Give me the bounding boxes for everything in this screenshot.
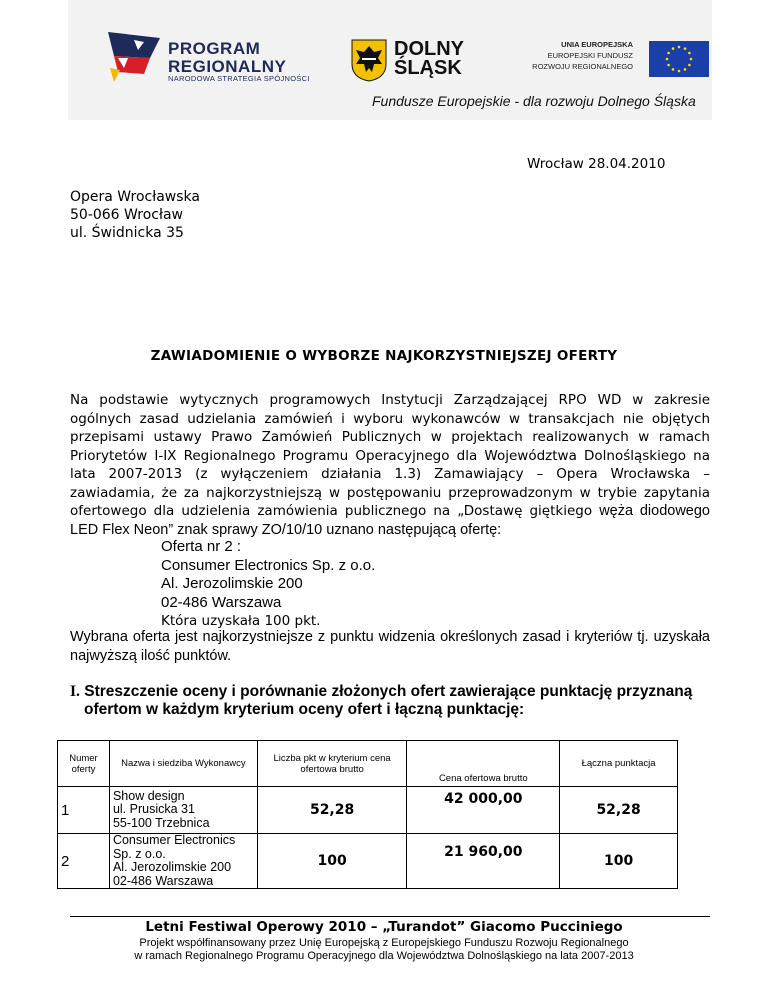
eu-flag-icon: [649, 41, 709, 77]
section-heading-line2: ofertom w każdym kryterium oceny ofert i łączną punktację:: [84, 701, 525, 718]
offer-street: Al. Jerozolimskie 200: [161, 575, 303, 592]
table-row: [58, 834, 678, 889]
footer-note: Projekt współfinansowany przez Unię Europejską z Europejskiego Funduszu Rozwoju Regionalnego w ramach Regionalnego Programu Operacyjnego dla Województwa Dolnośląskiego na lata 2007-2013: [134, 937, 634, 962]
row-number: 2: [58, 834, 110, 889]
program-logo-title: PROGRAM REGIONALNY: [168, 39, 287, 76]
section-heading: [70, 683, 710, 719]
offer-company: Consumer Electronics Sp. z o.o.: [161, 556, 376, 574]
row-name: Consumer Electronics Sp. z o.o. Al. Jerozolimskie 200 02-486 Warszawa: [109, 834, 257, 889]
offer-city: 02-486 Warszawa: [161, 593, 282, 611]
eagle-crest-icon: [350, 38, 388, 82]
col-header-number: Numer oferty: [58, 741, 110, 787]
row-number: 1: [58, 787, 110, 834]
evaluation-table: [57, 740, 678, 889]
eu-logo: [523, 39, 713, 75]
col-header-points: Liczba pkt w kryterium cena ofertowa brutto: [257, 741, 407, 787]
addressee-line: Opera Wrocławska: [70, 189, 200, 205]
table-header-row: [58, 741, 678, 787]
offer-number: Oferta nr 2 :: [161, 538, 242, 555]
col-header-price: Cena ofertowa brutto: [407, 741, 560, 787]
winning-offer: [161, 538, 375, 631]
table-row: [58, 787, 678, 834]
addressee-line: ul. Świdnicka 35: [70, 225, 184, 241]
eu-logo-text: UNIA EUROPEJSKA EUROPEJSKI FUNDUSZ ROZWOJU REGIONALNEGO: [532, 40, 633, 71]
row-points: 52,28: [257, 787, 407, 834]
footer-divider: [70, 916, 710, 917]
row-points: 100: [257, 834, 407, 889]
row-name: Show design ul. Prusicka 31 55-100 Trzebnica: [109, 787, 257, 834]
selection-justification: Wybrana oferta jest najkorzystniejsze z punktu widzenia określonych zasad i kryteriów tj. uzyskała najwyższą ilość punktów.: [70, 629, 710, 664]
header-banner: [68, 0, 712, 120]
dolny-slask-text: DOLNY ŚLĄSK: [394, 38, 464, 79]
row-price: 21 960,00: [407, 834, 560, 889]
document-title: ZAWIADOMIENIE O WYBORZE NAJKORZYSTNIEJSZEJ OFERTY: [150, 348, 618, 364]
col-header-total: Łączna punktacja: [560, 741, 678, 787]
banner-tagline: Fundusze Europejskie - dla rozwoju Dolnego Śląska: [372, 93, 696, 109]
notice-body-part2: węża diodowego LED Flex Neon” znak sprawy ZO/10/10 uznano następującą ofertę:: [70, 503, 710, 538]
dolny-slask-logo: [350, 38, 500, 82]
row-total: 52,28: [560, 787, 678, 834]
addressee-line: 50-066 Wrocław: [70, 207, 183, 223]
row-total: 100: [560, 834, 678, 889]
footer-title: Letni Festiwal Operowy 2010 – „Turandot” Giacomo Pucciniego: [145, 919, 623, 935]
addressee-block: [70, 188, 200, 242]
notice-body-part1: Na podstawie wytycznych programowych Instytucji Zarządzającej RPO WD w zakresie ogólnych zasad udzielania zamówień i wyboru wykonawców w transakcjach nie objętych przepisami ustawy Prawo Zamówień Publicznych w projektach realizowanych w ramach Priorytetów I-IX Regionalnego Programu Operacyjnego dla Województwa Dolnośląskiego na lata 2007-2013 (z wyłączeniem działania 1.3) Zamawiający – Opera Wrocławska – zawiadamia, że za najkorzystniejszą w postępowaniu przeprowadzonym w trybie zapytania ofertowego dla udzielenia zamówienia publicznego na „Dostawę giętkiego: [70, 392, 710, 519]
offer-score: Która uzyskała 100 pkt.: [161, 613, 321, 629]
col-header-name: Nazwa i siedziba Wykonawcy: [109, 741, 257, 787]
program-regionalny-logo: [104, 28, 314, 88]
notice-body: [70, 391, 710, 539]
section-heading-line1: Streszczenie oceny i porównanie złożonych ofert zawierające punktację przyznaną: [84, 683, 693, 700]
program-logo-subtitle: NARODOWA STRATEGIA SPÓJNOŚCI: [168, 74, 310, 83]
letter-date: Wrocław 28.04.2010: [527, 156, 666, 172]
section-number: I.: [70, 683, 80, 700]
program-flag-icon: [104, 28, 164, 84]
row-price: 42 000,00: [407, 787, 560, 834]
